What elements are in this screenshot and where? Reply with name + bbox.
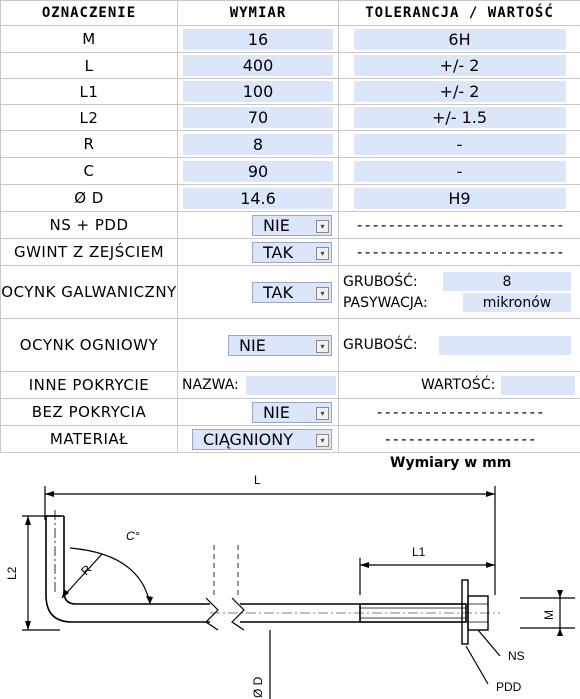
pasywacja-field[interactable]: mikronów <box>463 293 571 312</box>
ogniowy-select[interactable] <box>228 335 332 356</box>
pdd-leader <box>466 646 488 684</box>
select-value: CIĄGNIONY <box>203 429 293 449</box>
dim-label: M <box>1 26 178 53</box>
dim-label: L2 <box>1 105 178 131</box>
dim-row-m <box>1 26 580 53</box>
gwint-select[interactable] <box>252 242 332 263</box>
empty-dash: -------------------------- <box>339 239 580 266</box>
grubosc-field[interactable] <box>439 336 571 355</box>
dim-tolerance-field[interactable]: - <box>354 134 566 155</box>
option-row-gwint <box>1 239 580 266</box>
dim-value-field[interactable]: 90 <box>183 161 333 182</box>
option-label: OCYNK GALWANICZNY <box>1 266 178 319</box>
label-l2: L2 <box>5 566 19 580</box>
dim-label: Ø D <box>1 185 178 212</box>
select-value: TAK <box>263 242 293 262</box>
header-oznaczenie: OZNACZENIE <box>1 1 178 26</box>
select-value: NIE <box>263 215 290 235</box>
dim-label: R <box>1 131 178 158</box>
grubosc-label: GRUBOŚĆ: <box>343 273 418 290</box>
galwaniczny-select[interactable] <box>252 282 332 303</box>
dim-row-c <box>1 158 580 185</box>
header-tolerancja: TOLERANCJA / WARTOŚĆ <box>339 1 580 26</box>
chevron-down-icon[interactable]: ▾ <box>316 287 329 300</box>
anchor-bolt-drawing <box>0 470 580 699</box>
label-ns: NS <box>508 649 525 663</box>
option-label: NS + PDD <box>1 212 178 239</box>
label-pdd: PDD <box>496 680 522 694</box>
option-row-ns-pdd <box>1 212 580 239</box>
label-c: C° <box>126 529 140 543</box>
label-d: Ø D <box>251 676 265 698</box>
select-value: NIE <box>263 402 290 422</box>
header-row <box>1 1 580 26</box>
pasywacja-label: PASYWACJA: <box>343 294 428 311</box>
chevron-down-icon[interactable]: ▾ <box>316 220 329 233</box>
dim-row-l1 <box>1 79 580 105</box>
label-m: M <box>542 610 556 620</box>
grubosc-field[interactable]: 8 <box>443 272 571 291</box>
option-row-galwaniczny <box>1 266 580 319</box>
chevron-down-icon[interactable]: ▾ <box>316 340 329 353</box>
dim-row-d <box>1 185 580 212</box>
radius-pointer <box>62 554 102 598</box>
chevron-down-icon[interactable]: ▾ <box>316 407 329 420</box>
material-select[interactable] <box>192 429 332 450</box>
grubosc-label: GRUBOŚĆ: <box>343 337 418 353</box>
empty-dash: ------------------- <box>339 426 580 453</box>
empty-dash: -------------------------- <box>339 212 580 239</box>
header-wymiar: WYMIAR <box>178 1 339 26</box>
dim-tolerance-field[interactable]: +/- 2 <box>354 55 566 76</box>
label-r: R <box>78 562 95 579</box>
dim-value-field[interactable]: 400 <box>183 55 333 76</box>
dim-tolerance-field[interactable]: +/- 2 <box>354 81 566 102</box>
label-l: L <box>254 473 261 487</box>
option-label: INNE POKRYCIE <box>1 372 178 399</box>
ns-leader <box>478 630 500 656</box>
wartosc-field[interactable] <box>501 376 575 395</box>
dim-row-l <box>1 53 580 79</box>
dim-tolerance-field[interactable]: - <box>354 161 566 182</box>
option-row-material <box>1 426 580 453</box>
bez-select[interactable] <box>252 402 332 423</box>
select-value: TAK <box>263 282 293 302</box>
empty-dash: --------------------- <box>339 399 580 426</box>
option-label: MATERIAŁ <box>1 426 178 453</box>
dim-label: L <box>1 53 178 79</box>
dim-value-field[interactable]: 8 <box>183 134 333 155</box>
nazwa-field[interactable] <box>246 376 336 395</box>
dim-label: L1 <box>1 79 178 105</box>
wartosc-label: WARTOŚĆ: <box>421 377 496 393</box>
option-label: BEZ POKRYCIA <box>1 399 178 426</box>
label-l1: L1 <box>412 545 426 559</box>
chevron-down-icon[interactable]: ▾ <box>316 434 329 447</box>
dim-value-field[interactable]: 70 <box>183 107 333 128</box>
dim-label: C <box>1 158 178 185</box>
dim-row-l2 <box>1 105 580 131</box>
dim-value-field[interactable]: 16 <box>183 29 333 50</box>
washer <box>462 580 468 644</box>
option-row-ogniowy <box>1 319 580 372</box>
option-row-bez <box>1 399 580 426</box>
nazwa-label: NAZWA: <box>182 377 239 393</box>
units-note: Wymiary w mm <box>390 455 512 471</box>
dim-value-field[interactable]: 14.6 <box>183 188 333 209</box>
dim-tolerance-field[interactable]: +/- 1.5 <box>354 107 566 128</box>
dim-value-field[interactable]: 100 <box>183 81 333 102</box>
ns-pdd-select[interactable] <box>252 215 332 236</box>
option-label: OCYNK OGNIOWY <box>1 319 178 372</box>
select-value: NIE <box>239 335 266 355</box>
dim-row-r <box>1 131 580 158</box>
dim-tolerance-field[interactable]: H9 <box>354 188 566 209</box>
chevron-down-icon[interactable]: ▾ <box>316 247 329 260</box>
option-label: GWINT Z ZEJŚCIEM <box>1 239 178 266</box>
dim-tolerance-field[interactable]: 6H <box>354 29 566 50</box>
option-row-inne <box>1 372 580 399</box>
